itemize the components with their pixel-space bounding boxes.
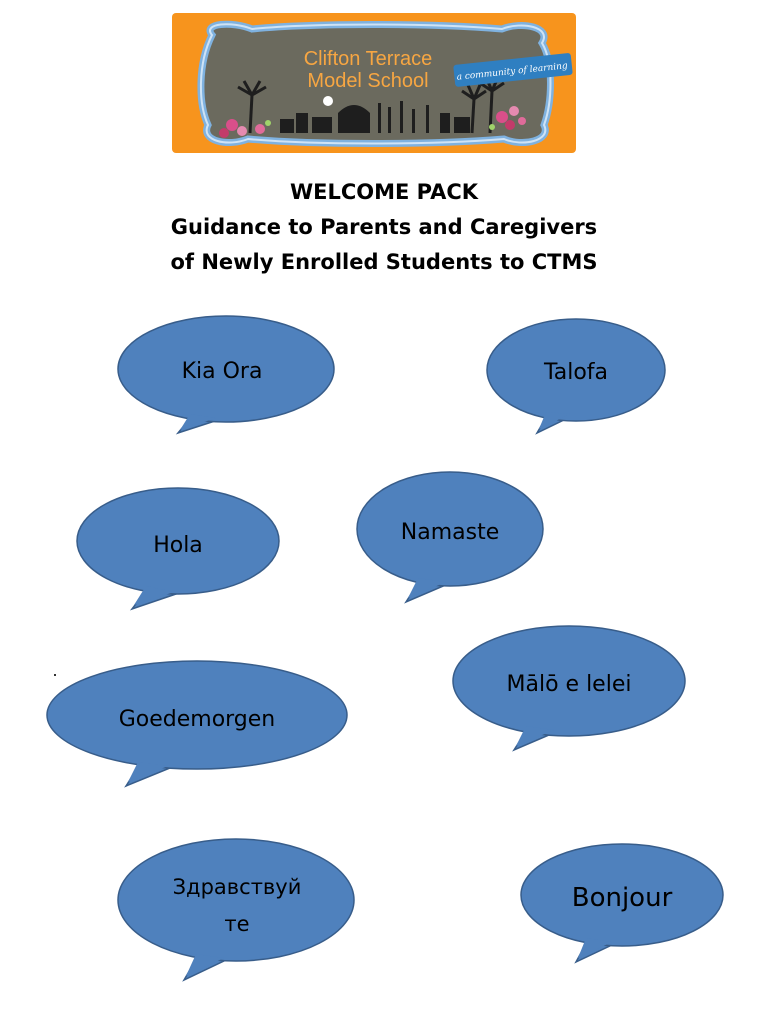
logo-tagline: a community of learning: [456, 61, 569, 83]
greeting-text-goedemorgen: Goedemorgen: [118, 707, 276, 732]
greeting-text-zdravstvuyte-line1: Здравствуй: [172, 875, 302, 899]
heading-title: WELCOME PACK: [289, 180, 479, 204]
greeting-text-talofa: Talofa: [543, 360, 609, 385]
greeting-text-malo-e-lelei: Mālō e lelei: [506, 672, 632, 697]
greeting-text-zdravstvuyte-line2: те: [224, 912, 250, 936]
greeting-text-kia-ora: Kia Ora: [181, 359, 263, 384]
logo-school-name-line1: Clifton Terrace: [303, 48, 433, 70]
greeting-text-namaste: Namaste: [400, 520, 500, 545]
heading-subtitle-line1: Guidance to Parents and Caregivers: [170, 215, 598, 239]
greeting-bubble-goedemorgen: [47, 661, 347, 786]
stray-mark: [54, 674, 56, 676]
greeting-bubble-kia-ora: [118, 316, 334, 433]
greeting-text-hola: Hola: [153, 533, 203, 558]
greeting-bubble-hola: [77, 488, 279, 609]
greeting-bubble-zdravstvuyte: [118, 839, 354, 980]
greeting-bubble-bonjour: [521, 844, 723, 962]
heading-subtitle-line2: of Newly Enrolled Students to CTMS: [170, 250, 598, 274]
greeting-bubble-talofa: [487, 319, 665, 433]
greeting-bubble-malo-e-lelei: [453, 626, 685, 750]
logo-school-name-line2: Model School: [307, 70, 429, 92]
greeting-bubble-namaste: [357, 472, 543, 602]
greeting-text-bonjour: Bonjour: [571, 883, 673, 913]
